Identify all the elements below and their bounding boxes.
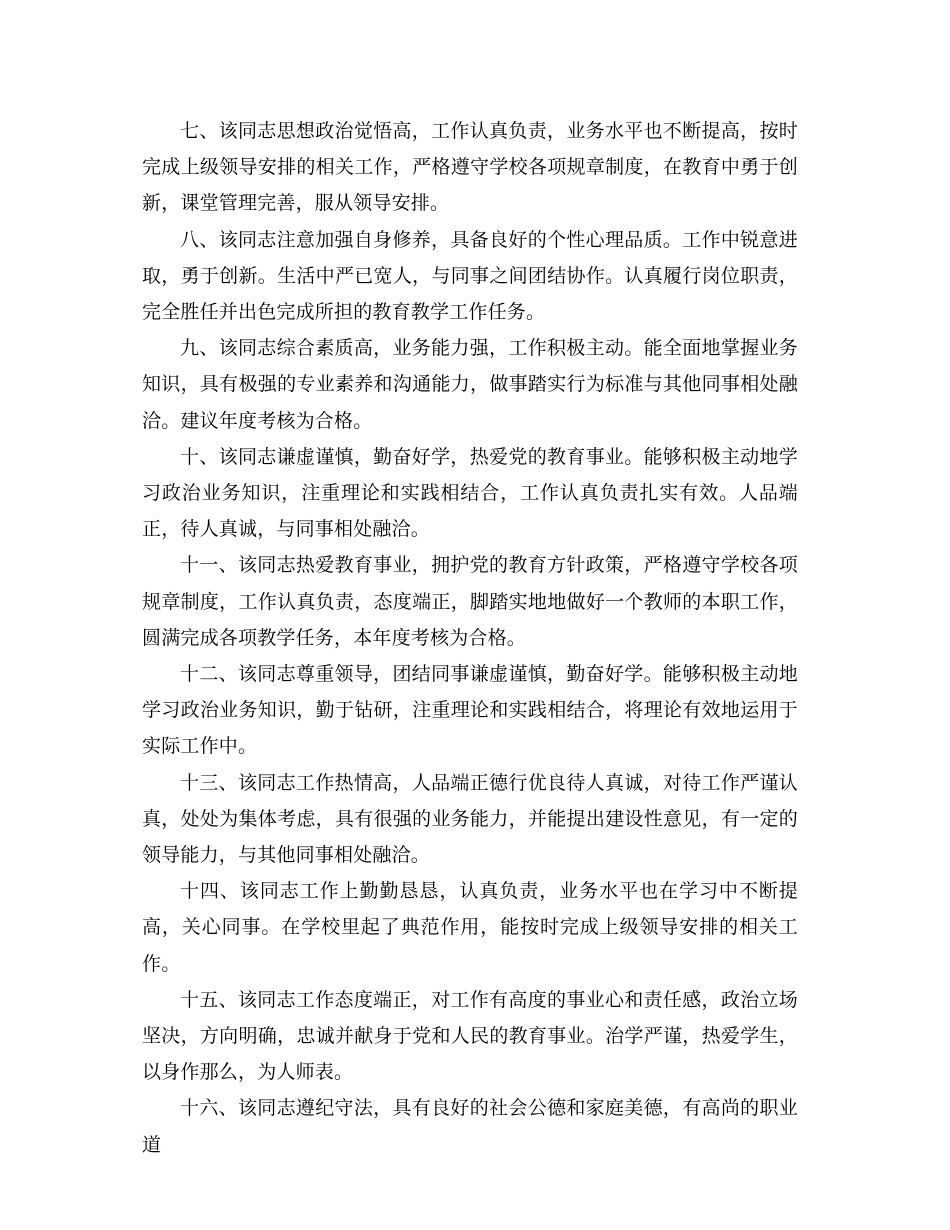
paragraph-8: 八、该同志注意加强自身修养，具备良好的个性心理品质。工作中锐意进取，勇于创新。生活中严已宽人，与同事之间团结协作。认真履行岗位职责，完全胜任并出色完成所担的教育教学工作任务。 [142, 228, 798, 324]
paragraph-15: 十五、该同志工作态度端正，对工作有高度的事业心和责任感，政治立场坚决，方向明确，忠诚并献身于党和人民的教育事业。治学严谨，热爱学生，以身作那么，为人师表。 [142, 988, 798, 1084]
paragraph-11: 十一、该同志热爱教育事业，拥护党的教育方针政策，严格遵守学校各项规章制度，工作认真负责，态度端正，脚踏实地地做好一个教师的本职工作，圆满完成各项教学任务，本年度考核为合格。 [142, 554, 798, 649]
paragraph-10: 十、该同志谦虚谨慎，勤奋好学，热爱党的教育事业。能够积极主动地学习政治业务知识，注重理论和实践相结合，工作认真负责扎实有效。人品端正，待人真诚，与同事相处融洽。 [142, 445, 798, 541]
document-body [142, 113, 798, 1163]
paragraph-13: 十三、该同志工作热情高，人品端正德行优良待人真诚，对待工作严谨认真，处处为集体考虑，具有很强的业务能力，并能提出建设性意见，有一定的领导能力，与其他同事相处融洽。 [142, 771, 798, 867]
paragraph-12: 十二、该同志尊重领导，团结同事谦虚谨慎，勤奋好学。能够积极主动地学习政治业务知识，勤于钻研，注重理论和实践相结合，将理论有效地运用于实际工作中。 [142, 663, 798, 758]
paragraph-16: 十六、该同志遵纪守法，具有良好的社会公德和家庭美德，有高尚的职业道 [142, 1097, 798, 1156]
paragraph-7: 七、该同志思想政治觉悟高，工作认真负责，业务水平也不断提高，按时完成上级领导安排的相关工作，严格遵守学校各项规章制度，在教育中勇于创新，课堂管理完善，服从领导安排。 [142, 120, 798, 215]
paragraph-9: 九、该同志综合素质高，业务能力强，工作积极主动。能全面地掌握业务知识，具有极强的专业素养和沟通能力，做事踏实行为标准与其他同事相处融洽。建议年度考核为合格。 [142, 337, 798, 432]
paragraph-14: 十四、该同志工作上勤勤恳恳，认真负责，业务水平也在学习中不断提高，关心同事。在学校里起了典范作用，能按时完成上级领导安排的相关工作。 [142, 880, 798, 975]
